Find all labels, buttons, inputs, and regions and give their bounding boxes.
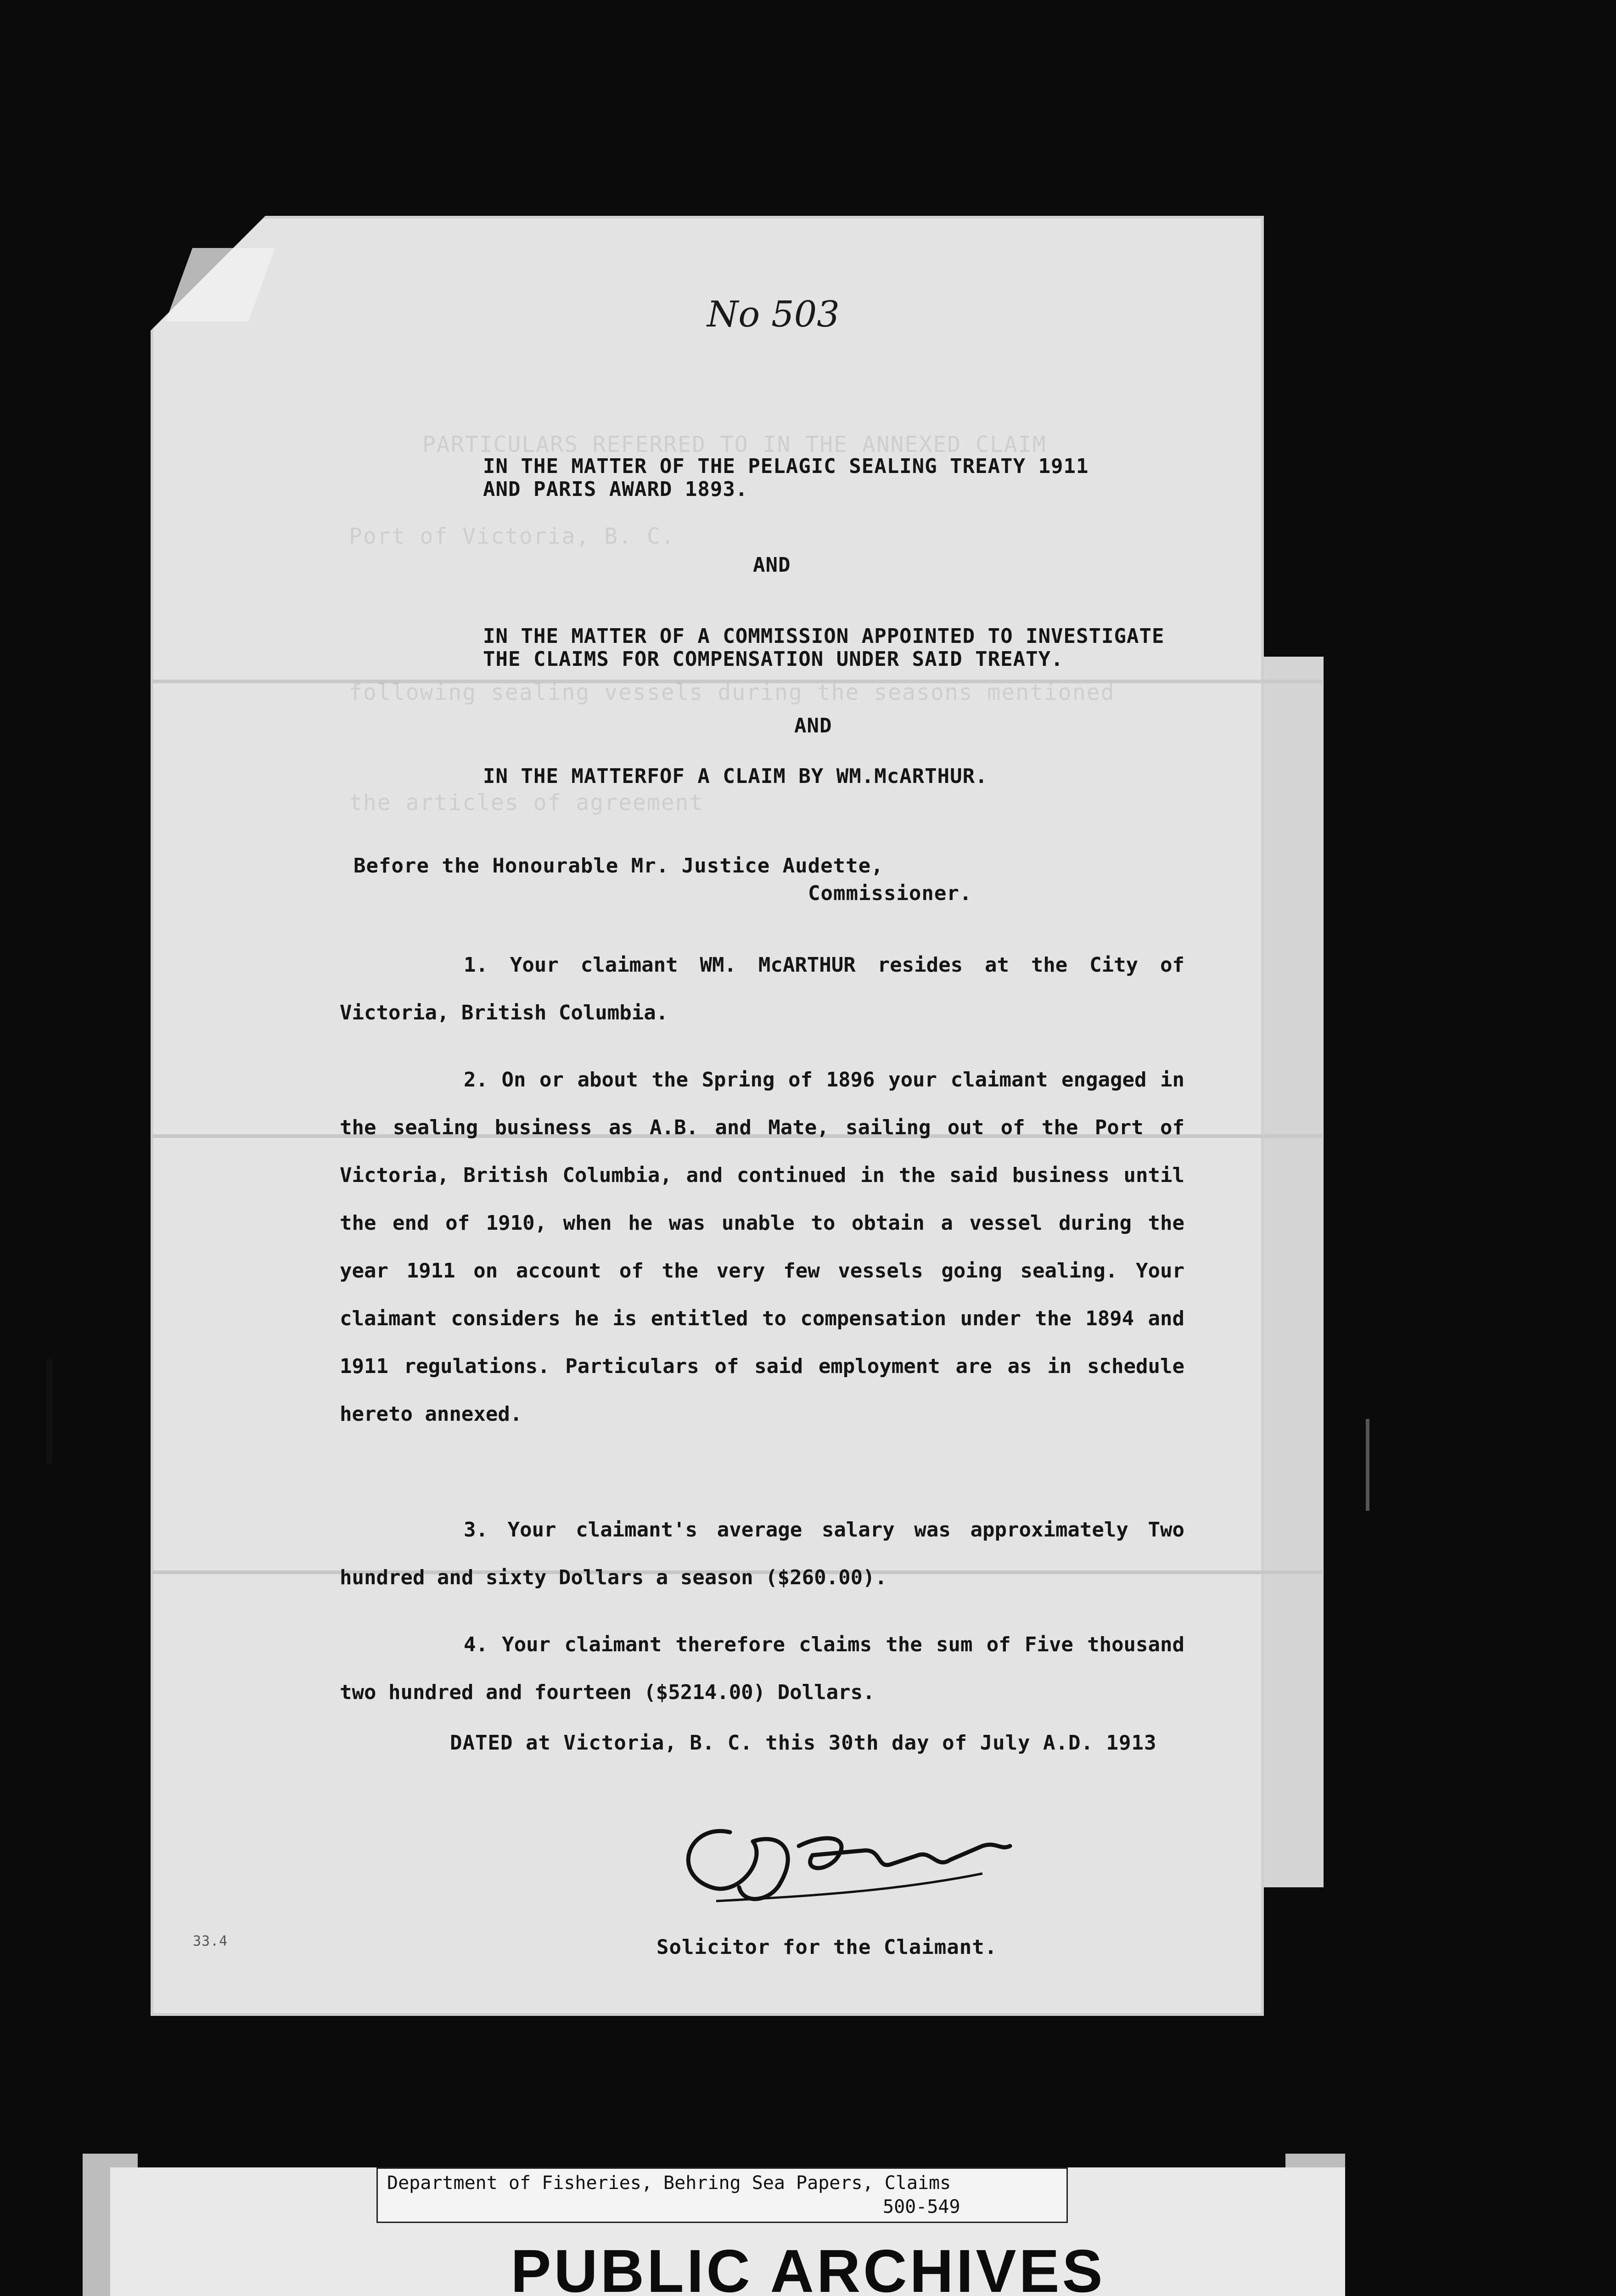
archives-reference-label	[376, 2167, 1068, 2223]
paragraph-1	[340, 941, 1184, 1037]
dated-line: DATED at Victoria, B. C. this 30th day of July A.D. 1913	[450, 1731, 1157, 1755]
margin-note: 33.4	[193, 1933, 228, 1949]
bleed-through-text: the articles of agreement	[349, 790, 704, 816]
caption-line: AND PARIS AWARD 1893.	[483, 478, 748, 501]
caption-and: AND	[753, 553, 791, 577]
paragraph-4	[340, 1621, 1184, 1716]
paragraph-text: 2. On or about the Spring of 1896 your claimant engaged in the sealing business as A.B. and Mate, sailing out of the Port of Victoria, British Columbia, and continued in the said business until the end of 1910, when he was unable to obtain a vessel during the year 1911 on account of the very few vessels going sealing. Your claimant considers he is entitled to compensation under the 1894 and 1911 regulations. Particulars of said employment are as in schedule hereto annexed.	[340, 1068, 1184, 1426]
reference-range: 500-549	[883, 2196, 960, 2217]
handwritten-signature	[661, 1805, 1028, 1919]
paragraph-text: 1. Your claimant WM. McARTHUR resides at the City of Victoria, British Columbia.	[340, 953, 1184, 1024]
caption-line: IN THE MATTERFOF A CLAIM BY WM.McARTHUR.	[483, 765, 988, 788]
paragraph-3	[340, 1506, 1184, 1602]
caption-line: IN THE MATTER OF THE PELAGIC SEALING TREATY 1911	[483, 455, 1089, 478]
caption-line: THE CLAIMS FOR COMPENSATION UNDER SAID TREATY.	[483, 647, 1064, 671]
paragraph-text: 3. Your claimant's average salary was approximately Two hundred and sixty Dollars a season ($260.00).	[340, 1518, 1184, 1589]
before-line: Before the Honourable Mr. Justice Audette,	[354, 854, 884, 878]
bleed-through-text: Port of Victoria, B. C.	[349, 523, 675, 549]
page-fold-edge	[1264, 657, 1324, 1887]
bleed-through-text: PARTICULARS REFERRED TO IN THE ANNEXED CLAIM	[422, 432, 1047, 457]
reference-collection: Department of Fisheries, Behring Sea Papers, Claims	[387, 2172, 951, 2194]
signature-role: Solicitor for the Claimant.	[656, 1936, 998, 1959]
paragraph-2	[340, 1056, 1184, 1438]
caption-line: IN THE MATTER OF A COMMISSION APPOINTED TO INVESTIGATE	[483, 625, 1165, 648]
film-edge-mark	[46, 1359, 52, 1465]
commissioner-title: Commissioner.	[808, 882, 972, 905]
archives-title-en: PUBLIC ARCHIVES	[511, 2237, 1105, 2296]
file-number-handwritten: No 503	[707, 294, 840, 335]
bleed-through-text: following sealing vessels during the seasons mentioned	[349, 680, 1115, 705]
paragraph-text: 4. Your claimant therefore claims the sum of Five thousand two hundred and fourteen ($5214.00) Dollars.	[340, 1633, 1184, 1704]
film-edge-mark	[1366, 1419, 1369, 1511]
caption-and: AND	[794, 714, 832, 737]
